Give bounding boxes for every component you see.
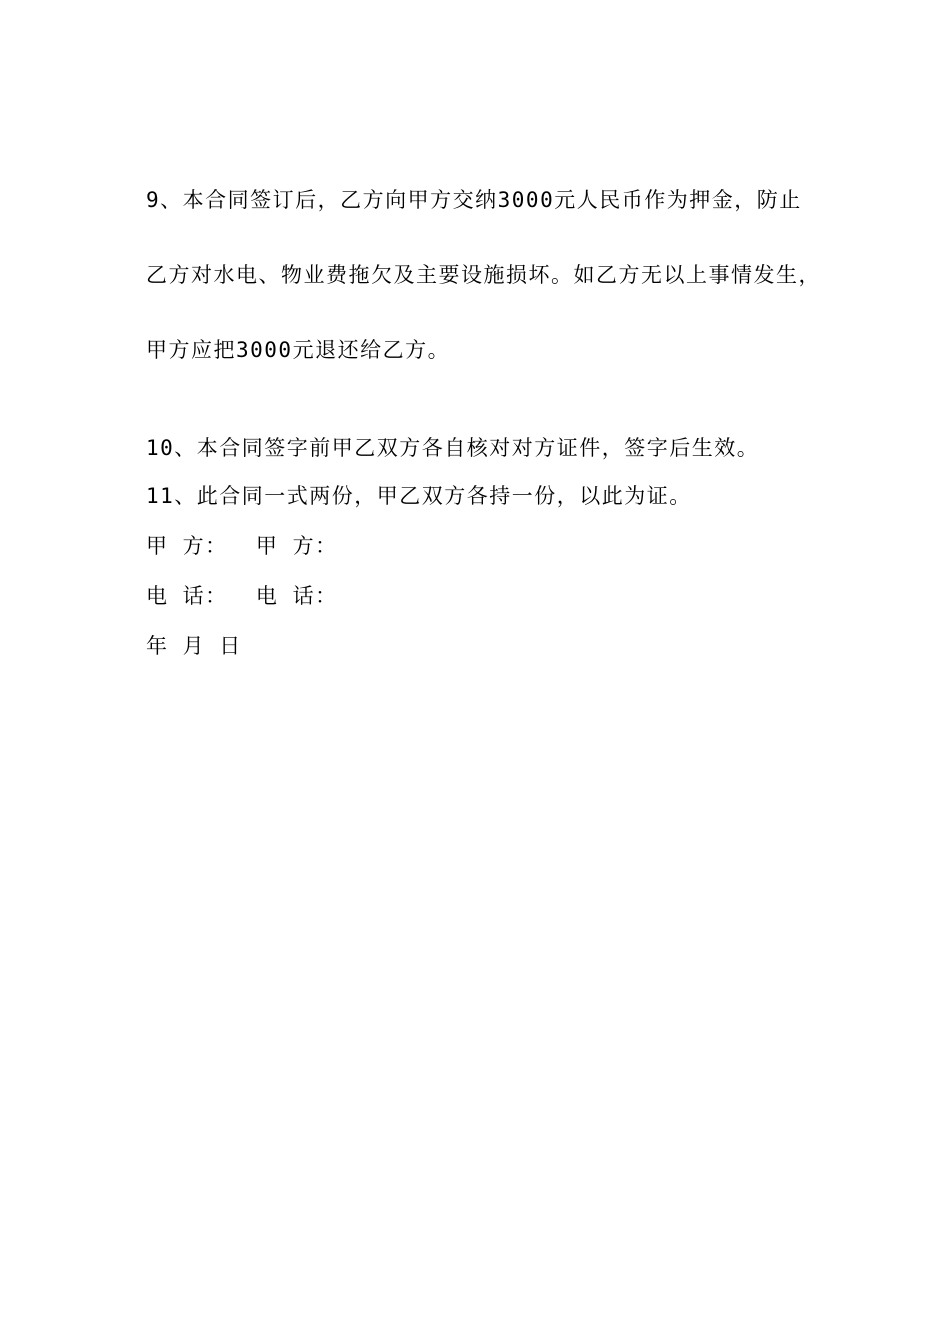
date-line: 年 月 日 bbox=[146, 634, 242, 658]
phone-line: 电 话： 电 话： bbox=[146, 584, 338, 608]
clause-11: 11、此合同一式两份，甲乙双方各持一份，以此为证。 bbox=[146, 484, 692, 508]
clause-9-line-3: 甲方应把3000元退还给乙方。 bbox=[146, 338, 451, 362]
clause-9-line-2: 乙方对水电、物业费拖欠及主要设施损坏。如乙方无以上事情发生， bbox=[146, 263, 821, 287]
document-page bbox=[146, 138, 846, 684]
clause-9 bbox=[146, 138, 846, 413]
clause-10: 10、本合同签字前甲乙双方各自核对对方证件，签字后生效。 bbox=[146, 436, 760, 460]
party-signature-line: 甲 方： 甲 方： bbox=[146, 534, 338, 558]
clause-9-line-1: 9、本合同签订后，乙方向甲方交纳3000元人民币作为押金，防止 bbox=[146, 188, 802, 212]
